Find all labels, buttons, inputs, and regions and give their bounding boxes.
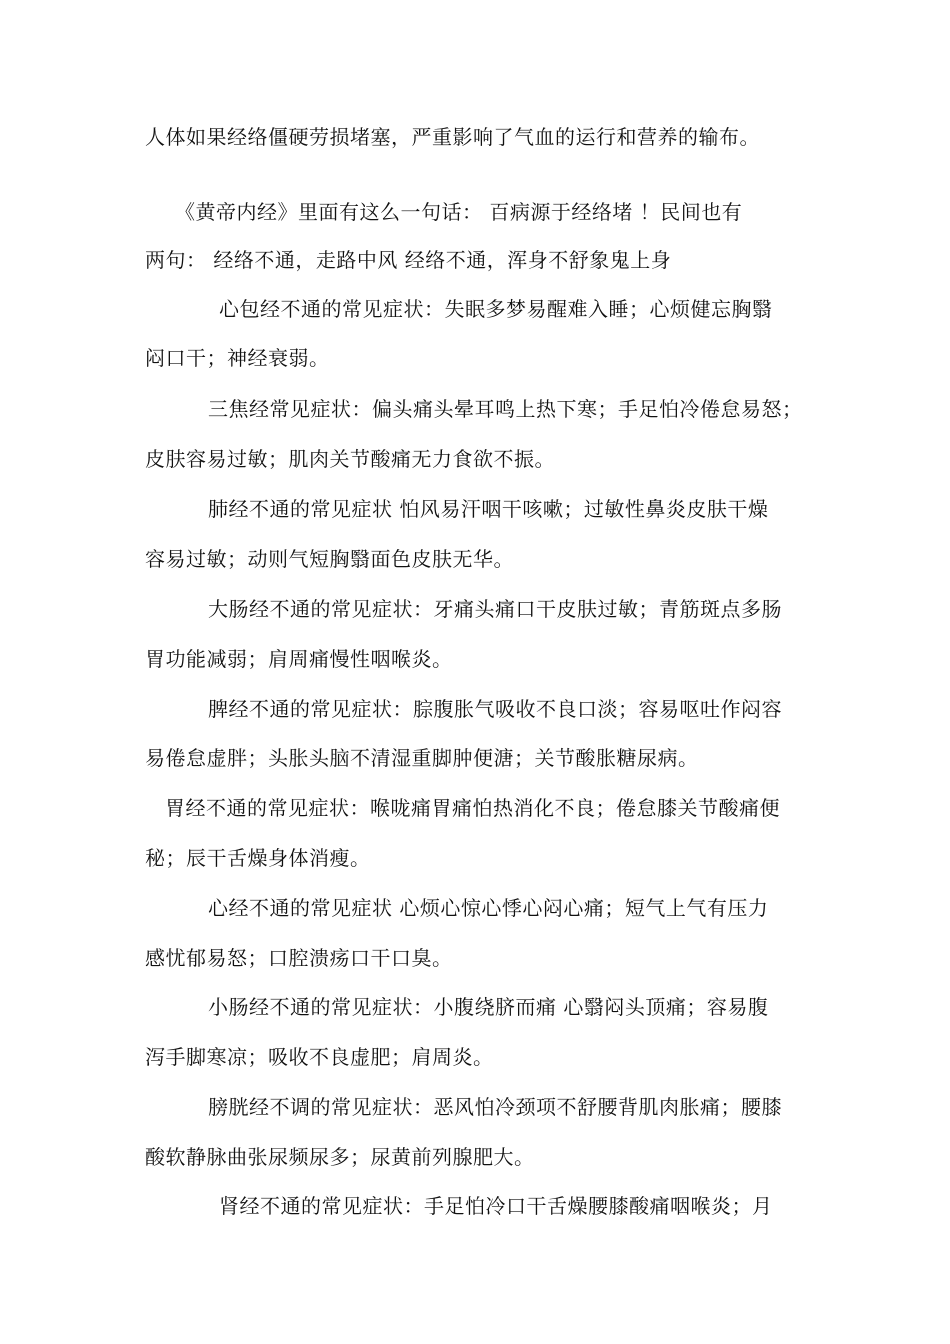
text-line: 肺经不通的常见症状 怕风易汗咽干咳嗽；过敏性鼻炎皮肤干燥 [208, 497, 769, 521]
text-line: 两句： 经络不通，走路中风 经络不通，浑身不舒象鬼上身 [145, 248, 672, 272]
text-line: 泻手脚寒凉；吸收不良虚肥；肩周炎。 [145, 1045, 494, 1069]
text-line: 酸软静脉曲张尿频尿多；尿黄前列腺肥大。 [145, 1145, 535, 1169]
text-line: 皮肤容易过敏；肌肉关节酸痛无力食欲不振。 [145, 447, 555, 471]
text-line: 脾经不通的常见症状：腙腹胀气吸收不良口淡；容易呕吐作闷容 [208, 697, 782, 721]
text-line: 闷口干；神经衰弱。 [145, 346, 330, 370]
text-line: 肾经不通的常见症状：手足怕冷口干舌燥腰膝酸痛咽喉炎；月 [219, 1194, 773, 1218]
text-line: 秘；辰干舌燥身体消瘦。 [145, 846, 371, 870]
text-line: 小肠经不通的常见症状：小腹绕脐而痛 心翳闷头顶痛；容易腹 [208, 995, 769, 1019]
text-line: 膀胱经不调的常见症状：恶风怕冷颈项不舒腰背肌肉胀痛；腰膝 [208, 1095, 782, 1119]
text-line: 易倦怠虚胖；头胀头脑不清湿重脚肿便溏；关节酸胀糖尿病。 [145, 746, 699, 770]
text-line: 胃经不通的常见症状：喉咙痛胃痛怕热消化不良；倦怠膝关节酸痛便 [165, 796, 780, 820]
text-line: 容易过敏；动则气短胸翳面色皮肤无华。 [145, 547, 514, 571]
text-line: 人体如果经络僵硬劳损堵塞，严重影响了气血的运行和营养的输布。 [145, 125, 760, 149]
text-line: 心包经不通的常见症状：失眠多梦易醒难入睡；心烦健忘胸翳 [219, 297, 773, 321]
text-line: 心经不通的常见症状 心烦心惊心悸心闷心痛；短气上气有压力 [208, 896, 769, 920]
text-line: 胃功能减弱；肩周痛慢性咽喉炎。 [145, 647, 453, 671]
text-line: 《黄帝内经》里面有这么一句话： 百病源于经络堵 ！民间也有 [175, 200, 743, 224]
text-line: 感忧郁易怒；口腔溃疡口干口臭。 [145, 946, 453, 970]
text-line: 大肠经不通的常见症状：牙痛头痛口干皮肤过敏；青筋斑点多肠 [208, 597, 782, 621]
text-line: 三焦经常见症状：偏头痛头晕耳鸣上热下寒；手足怕冷倦怠易怒； [208, 397, 803, 421]
